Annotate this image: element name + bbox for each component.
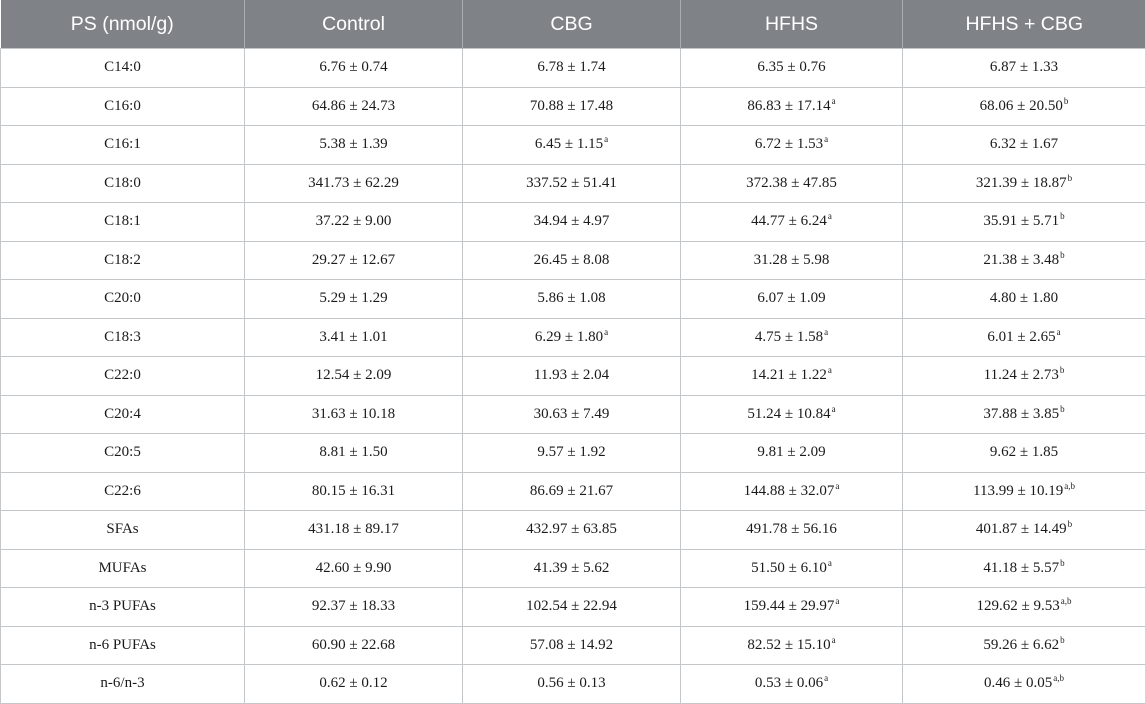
cell-control bbox=[245, 626, 463, 665]
column-header-hfhs: HFHS bbox=[681, 0, 903, 49]
significance-marker: a bbox=[828, 558, 832, 568]
cell-value: 37.22 ± 9.00 bbox=[316, 213, 392, 229]
cell-value: 8.81 ± 1.50 bbox=[319, 444, 387, 460]
cell-value: 31.63 ± 10.18 bbox=[312, 406, 395, 422]
cell-control bbox=[245, 126, 463, 165]
cell-cbg bbox=[463, 472, 681, 511]
significance-marker: b bbox=[1060, 558, 1065, 568]
row-label: C16:1 bbox=[1, 126, 245, 165]
significance-marker: a bbox=[604, 327, 608, 337]
table-row bbox=[1, 203, 1145, 242]
cell-control bbox=[245, 588, 463, 627]
cell-value: 9.57 ± 1.92 bbox=[537, 444, 605, 460]
significance-marker: b bbox=[1068, 173, 1073, 183]
cell-hfhs bbox=[681, 472, 903, 511]
cell-value: 432.97 ± 63.85 bbox=[526, 521, 617, 537]
cell-value: 12.54 ± 2.09 bbox=[316, 367, 392, 383]
cell-value: 5.86 ± 1.08 bbox=[537, 290, 605, 306]
cell-hfhs bbox=[681, 357, 903, 396]
cell-hfhs bbox=[681, 434, 903, 473]
cell-value: 0.62 ± 0.12 bbox=[319, 675, 387, 691]
significance-marker: a,b bbox=[1064, 481, 1075, 491]
cell-control bbox=[245, 49, 463, 88]
column-header-hfhs-cbg: HFHS + CBG bbox=[903, 0, 1145, 49]
cell-value: 9.62 ± 1.85 bbox=[990, 444, 1058, 460]
significance-marker: a,b bbox=[1053, 673, 1064, 683]
cell-hfhs bbox=[681, 203, 903, 242]
cell-value: 372.38 ± 47.85 bbox=[746, 175, 837, 191]
cell-value: 113.99 ± 10.19 bbox=[973, 483, 1063, 499]
significance-marker: a bbox=[832, 96, 836, 106]
significance-marker: a bbox=[824, 327, 828, 337]
table-row bbox=[1, 280, 1145, 319]
significance-marker: b bbox=[1060, 404, 1065, 414]
cell-hfhs-cbg bbox=[903, 588, 1145, 627]
row-label: SFAs bbox=[1, 511, 245, 550]
cell-cbg bbox=[463, 126, 681, 165]
cell-cbg bbox=[463, 395, 681, 434]
cell-hfhs bbox=[681, 87, 903, 126]
cell-value: 9.81 ± 2.09 bbox=[757, 444, 825, 460]
table-row bbox=[1, 49, 1145, 88]
cell-hfhs-cbg bbox=[903, 434, 1145, 473]
cell-value: 6.87 ± 1.33 bbox=[990, 59, 1058, 75]
cell-value: 6.72 ± 1.53 bbox=[755, 136, 823, 152]
cell-hfhs bbox=[681, 588, 903, 627]
table-row bbox=[1, 626, 1145, 665]
significance-marker: a bbox=[832, 635, 836, 645]
cell-value: 64.86 ± 24.73 bbox=[312, 98, 395, 114]
cell-control bbox=[245, 549, 463, 588]
row-label: C22:6 bbox=[1, 472, 245, 511]
cell-hfhs bbox=[681, 549, 903, 588]
cell-cbg bbox=[463, 665, 681, 704]
cell-control bbox=[245, 164, 463, 203]
cell-value: 6.76 ± 0.74 bbox=[319, 59, 387, 75]
cell-value: 6.01 ± 2.65 bbox=[987, 329, 1055, 345]
significance-marker: a bbox=[824, 134, 828, 144]
cell-value: 0.46 ± 0.05 bbox=[984, 675, 1052, 691]
cell-hfhs-cbg bbox=[903, 318, 1145, 357]
cell-value: 6.45 ± 1.15 bbox=[535, 136, 603, 152]
significance-marker: b bbox=[1060, 365, 1065, 375]
row-label: C20:5 bbox=[1, 434, 245, 473]
table-row bbox=[1, 87, 1145, 126]
table-row bbox=[1, 665, 1145, 704]
cell-control bbox=[245, 357, 463, 396]
row-label: C20:4 bbox=[1, 395, 245, 434]
cell-cbg bbox=[463, 434, 681, 473]
row-label: C18:0 bbox=[1, 164, 245, 203]
cell-value: 31.28 ± 5.98 bbox=[754, 252, 830, 268]
cell-cbg bbox=[463, 280, 681, 319]
cell-control bbox=[245, 203, 463, 242]
cell-hfhs-cbg bbox=[903, 241, 1145, 280]
significance-marker: a bbox=[1057, 327, 1061, 337]
cell-hfhs bbox=[681, 49, 903, 88]
significance-marker: b bbox=[1068, 519, 1073, 529]
cell-value: 70.88 ± 17.48 bbox=[530, 98, 613, 114]
cell-value: 159.44 ± 29.97 bbox=[744, 598, 835, 614]
cell-value: 26.45 ± 8.08 bbox=[534, 252, 610, 268]
significance-marker: a bbox=[835, 481, 839, 491]
row-label: C16:0 bbox=[1, 87, 245, 126]
header-row bbox=[1, 0, 1145, 49]
cell-value: 102.54 ± 22.94 bbox=[526, 598, 617, 614]
row-label: n-3 PUFAs bbox=[1, 588, 245, 627]
cell-cbg bbox=[463, 49, 681, 88]
cell-control bbox=[245, 280, 463, 319]
significance-marker: a bbox=[835, 596, 839, 606]
cell-control bbox=[245, 241, 463, 280]
significance-marker: b bbox=[1060, 635, 1065, 645]
cell-hfhs bbox=[681, 164, 903, 203]
cell-cbg bbox=[463, 87, 681, 126]
cell-cbg bbox=[463, 626, 681, 665]
cell-hfhs-cbg bbox=[903, 126, 1145, 165]
cell-control bbox=[245, 472, 463, 511]
cell-hfhs bbox=[681, 511, 903, 550]
cell-cbg bbox=[463, 357, 681, 396]
row-label: MUFAs bbox=[1, 549, 245, 588]
cell-control bbox=[245, 318, 463, 357]
table-row bbox=[1, 511, 1145, 550]
cell-value: 0.56 ± 0.13 bbox=[537, 675, 605, 691]
table-row bbox=[1, 434, 1145, 473]
cell-value: 21.38 ± 3.48 bbox=[983, 252, 1059, 268]
cell-control bbox=[245, 87, 463, 126]
cell-value: 11.93 ± 2.04 bbox=[534, 367, 609, 383]
cell-value: 0.53 ± 0.06 bbox=[755, 675, 823, 691]
cell-hfhs-cbg bbox=[903, 203, 1145, 242]
cell-value: 3.41 ± 1.01 bbox=[319, 329, 387, 345]
table-row bbox=[1, 395, 1145, 434]
column-header-control: Control bbox=[245, 0, 463, 49]
cell-value: 68.06 ± 20.50 bbox=[980, 98, 1063, 114]
column-header-ps: PS (nmol/g) bbox=[1, 0, 245, 49]
cell-hfhs-cbg bbox=[903, 280, 1145, 319]
cell-hfhs bbox=[681, 126, 903, 165]
cell-cbg bbox=[463, 203, 681, 242]
cell-hfhs bbox=[681, 318, 903, 357]
table-header bbox=[1, 0, 1145, 49]
cell-value: 51.50 ± 6.10 bbox=[751, 560, 827, 576]
cell-hfhs bbox=[681, 665, 903, 704]
cell-value: 144.88 ± 32.07 bbox=[744, 483, 835, 499]
cell-value: 37.88 ± 3.85 bbox=[983, 406, 1059, 422]
significance-marker: a bbox=[828, 211, 832, 221]
cell-control bbox=[245, 395, 463, 434]
cell-value: 401.87 ± 14.49 bbox=[976, 521, 1067, 537]
cell-value: 92.37 ± 18.33 bbox=[312, 598, 395, 614]
cell-value: 35.91 ± 5.71 bbox=[983, 213, 1059, 229]
significance-marker: a bbox=[604, 134, 608, 144]
cell-hfhs-cbg bbox=[903, 626, 1145, 665]
cell-hfhs-cbg bbox=[903, 665, 1145, 704]
cell-value: 51.24 ± 10.84 bbox=[747, 406, 830, 422]
row-label: C20:0 bbox=[1, 280, 245, 319]
cell-value: 6.78 ± 1.74 bbox=[537, 59, 605, 75]
cell-value: 86.83 ± 17.14 bbox=[747, 98, 830, 114]
cell-cbg bbox=[463, 241, 681, 280]
cell-cbg bbox=[463, 318, 681, 357]
cell-value: 321.39 ± 18.87 bbox=[976, 175, 1067, 191]
row-label: C18:1 bbox=[1, 203, 245, 242]
cell-value: 14.21 ± 1.22 bbox=[751, 367, 827, 383]
cell-value: 4.75 ± 1.58 bbox=[755, 329, 823, 345]
cell-hfhs-cbg bbox=[903, 472, 1145, 511]
cell-value: 6.07 ± 1.09 bbox=[757, 290, 825, 306]
cell-value: 341.73 ± 62.29 bbox=[308, 175, 399, 191]
column-header-cbg: CBG bbox=[463, 0, 681, 49]
cell-value: 5.38 ± 1.39 bbox=[319, 136, 387, 152]
cell-value: 337.52 ± 51.41 bbox=[526, 175, 617, 191]
table-row bbox=[1, 357, 1145, 396]
cell-control bbox=[245, 665, 463, 704]
cell-control bbox=[245, 511, 463, 550]
cell-hfhs-cbg bbox=[903, 49, 1145, 88]
table-row bbox=[1, 164, 1145, 203]
cell-value: 6.29 ± 1.80 bbox=[535, 329, 603, 345]
significance-marker: b bbox=[1060, 211, 1065, 221]
cell-value: 59.26 ± 6.62 bbox=[983, 637, 1059, 653]
cell-value: 44.77 ± 6.24 bbox=[751, 213, 827, 229]
significance-marker: b bbox=[1060, 250, 1065, 260]
table-row bbox=[1, 549, 1145, 588]
cell-value: 41.18 ± 5.57 bbox=[983, 560, 1059, 576]
cell-cbg bbox=[463, 549, 681, 588]
cell-value: 6.35 ± 0.76 bbox=[757, 59, 825, 75]
cell-hfhs-cbg bbox=[903, 549, 1145, 588]
table-body bbox=[1, 49, 1145, 704]
cell-cbg bbox=[463, 511, 681, 550]
row-label: C22:0 bbox=[1, 357, 245, 396]
row-label: C18:2 bbox=[1, 241, 245, 280]
cell-control bbox=[245, 434, 463, 473]
cell-hfhs bbox=[681, 626, 903, 665]
significance-marker: a bbox=[828, 365, 832, 375]
cell-value: 80.15 ± 16.31 bbox=[312, 483, 395, 499]
cell-hfhs-cbg bbox=[903, 395, 1145, 434]
cell-value: 431.18 ± 89.17 bbox=[308, 521, 399, 537]
significance-marker: a bbox=[824, 673, 828, 683]
cell-value: 41.39 ± 5.62 bbox=[534, 560, 610, 576]
cell-value: 30.63 ± 7.49 bbox=[534, 406, 610, 422]
table-row bbox=[1, 588, 1145, 627]
cell-value: 5.29 ± 1.29 bbox=[319, 290, 387, 306]
table-row bbox=[1, 241, 1145, 280]
cell-hfhs bbox=[681, 395, 903, 434]
significance-marker: a bbox=[832, 404, 836, 414]
cell-value: 42.60 ± 9.90 bbox=[316, 560, 392, 576]
row-label: n-6 PUFAs bbox=[1, 626, 245, 665]
cell-hfhs bbox=[681, 280, 903, 319]
table-row bbox=[1, 472, 1145, 511]
cell-cbg bbox=[463, 164, 681, 203]
row-label: n-6/n-3 bbox=[1, 665, 245, 704]
cell-hfhs-cbg bbox=[903, 164, 1145, 203]
cell-value: 6.32 ± 1.67 bbox=[990, 136, 1058, 152]
cell-value: 57.08 ± 14.92 bbox=[530, 637, 613, 653]
cell-value: 82.52 ± 15.10 bbox=[747, 637, 830, 653]
cell-value: 29.27 ± 12.67 bbox=[312, 252, 395, 268]
cell-value: 129.62 ± 9.53 bbox=[977, 598, 1060, 614]
cell-hfhs-cbg bbox=[903, 511, 1145, 550]
cell-value: 491.78 ± 56.16 bbox=[746, 521, 837, 537]
cell-hfhs-cbg bbox=[903, 87, 1145, 126]
cell-cbg bbox=[463, 588, 681, 627]
cell-hfhs bbox=[681, 241, 903, 280]
cell-value: 60.90 ± 22.68 bbox=[312, 637, 395, 653]
cell-value: 11.24 ± 2.73 bbox=[984, 367, 1059, 383]
cell-value: 4.80 ± 1.80 bbox=[990, 290, 1058, 306]
row-label: C14:0 bbox=[1, 49, 245, 88]
significance-marker: a,b bbox=[1061, 596, 1072, 606]
table-row bbox=[1, 126, 1145, 165]
cell-value: 86.69 ± 21.67 bbox=[530, 483, 613, 499]
row-label: C18:3 bbox=[1, 318, 245, 357]
table-row bbox=[1, 318, 1145, 357]
cell-value: 34.94 ± 4.97 bbox=[534, 213, 610, 229]
cell-hfhs-cbg bbox=[903, 357, 1145, 396]
significance-marker: b bbox=[1064, 96, 1069, 106]
